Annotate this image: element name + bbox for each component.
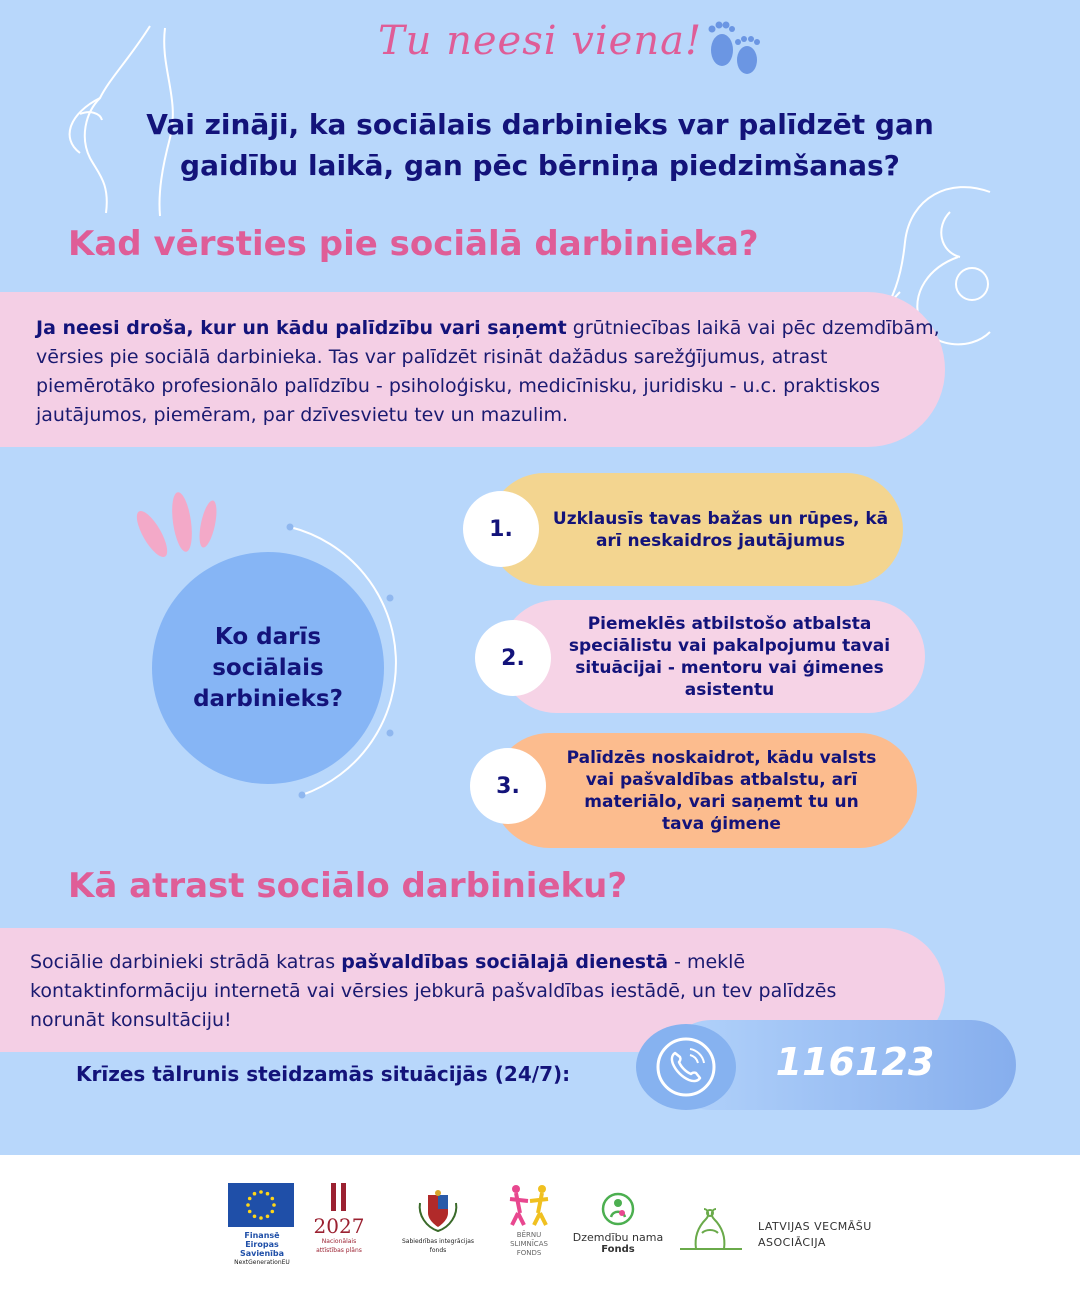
eu-caption-3: NextGenerationEU [234,1259,290,1266]
section2-text-bold: pašvaldības sociālajā dienestā [341,951,669,973]
main-question [120,104,960,186]
item-2-pill [500,600,925,713]
item-2-number: 2. [475,620,551,696]
bsf-logo [504,1183,554,1258]
sif-caption: Sabiedrības integrācijas fonds [402,1238,475,1254]
dnf-logo [570,1191,666,1256]
lva-caption [758,1219,872,1251]
baby-feet-icon [700,12,770,80]
lva-caption-1: LATVIJAS VECMĀŠU [758,1220,872,1233]
eu-logo [228,1183,296,1267]
section1-heading: Kad vērsties pie sociālā darbinieka? [68,224,759,264]
section2-text-start: Sociālie darbinieki strādā katras [30,951,342,973]
nap-bars-icon [319,1181,359,1211]
question-line-1: Vai zināji, ka sociālais darbinieks var palīdzēt gan [146,108,934,141]
dnf-caption-1: Dzemdību nama [572,1231,664,1244]
midwives-association-icon [676,1205,746,1253]
nap-year: 2027 [313,1214,365,1238]
phone-circle[interactable] [636,1024,736,1110]
section2-heading: Kā atrast sociālo darbinieku? [68,866,628,906]
children-figures-icon [506,1183,552,1227]
question-line-2: gaidību laikā, gan pēc bērniņa piedzimšanas? [180,149,900,182]
section2-text-end: - meklē kontaktinformāciju internetā vai vērsies jebkurā pašvaldības iestādē, un tev palīdzēs norunāt konsultāciju! [30,951,837,1031]
item-3-number: 3. [470,748,546,824]
eu-caption-2: Eiropas Savienība [239,1240,285,1258]
section1-band [0,292,945,447]
crisis-label: Krīzes tālrunis steidzamās situācijās (24/7): [76,1062,571,1086]
item-1-number: 1. [463,491,539,567]
item-1-text: Uzklausīs tavas bažas un rūpes, kā arī neskaidros jautājumus [552,508,889,551]
section1-text-bold: Ja neesi droša, kur un kādu palīdzību vari saņemt [36,317,567,339]
item-2-text: Piemeklēs atbilstošo atbalsta speciālistu vai pakalpojumu tavai situācijai - mentoru vai ģimenes asistentu [568,613,891,700]
section1-text [36,314,941,430]
center-circle-label: Ko darīs sociālais darbinieks? [193,623,343,712]
item-3-pill [492,733,917,848]
nap-logo [306,1181,372,1255]
item-3-text: Palīdzēs noskaidrot, kādu valsts vai pašvaldības atbalstu, arī materiālo, vari saņemt tu un tava ģimene [566,747,877,834]
lva-caption-2: ASOCIĀCIJA [758,1236,826,1249]
coat-of-arms-icon [414,1189,462,1233]
dnf-caption-2: Fonds [601,1244,635,1255]
bsf-caption: BĒRNU SLIMNĪCAS FONDS [510,1231,548,1257]
center-circle [152,552,384,784]
mother-child-icon [600,1191,636,1227]
nap-caption: Nacionālais attīstības plāns [316,1238,362,1254]
section1-text-rest: grūtniecības laikā vai pēc dzemdībām, vērsies pie sociālā darbinieka. Tas var palīdzēt risināt dažādus sarežģījumus, atrast piemērotāko profesionālo palīdzību - psiholoģisku, medicīnisku, juridisku - u.c. praktiskos jautājumos, piemēram, par dzīvesvietu tev un mazulim. [36,317,940,426]
eu-caption-1: Finansē [244,1231,280,1240]
sif-logo [402,1189,474,1255]
item-1-pill [488,473,903,586]
eu-flag-icon [228,1183,294,1227]
footer-logos [0,1155,1080,1300]
script-title: Tu neesi viena! [377,18,703,64]
phone-icon [655,1036,717,1098]
crisis-phone-number[interactable]: 116123 [775,1040,935,1084]
